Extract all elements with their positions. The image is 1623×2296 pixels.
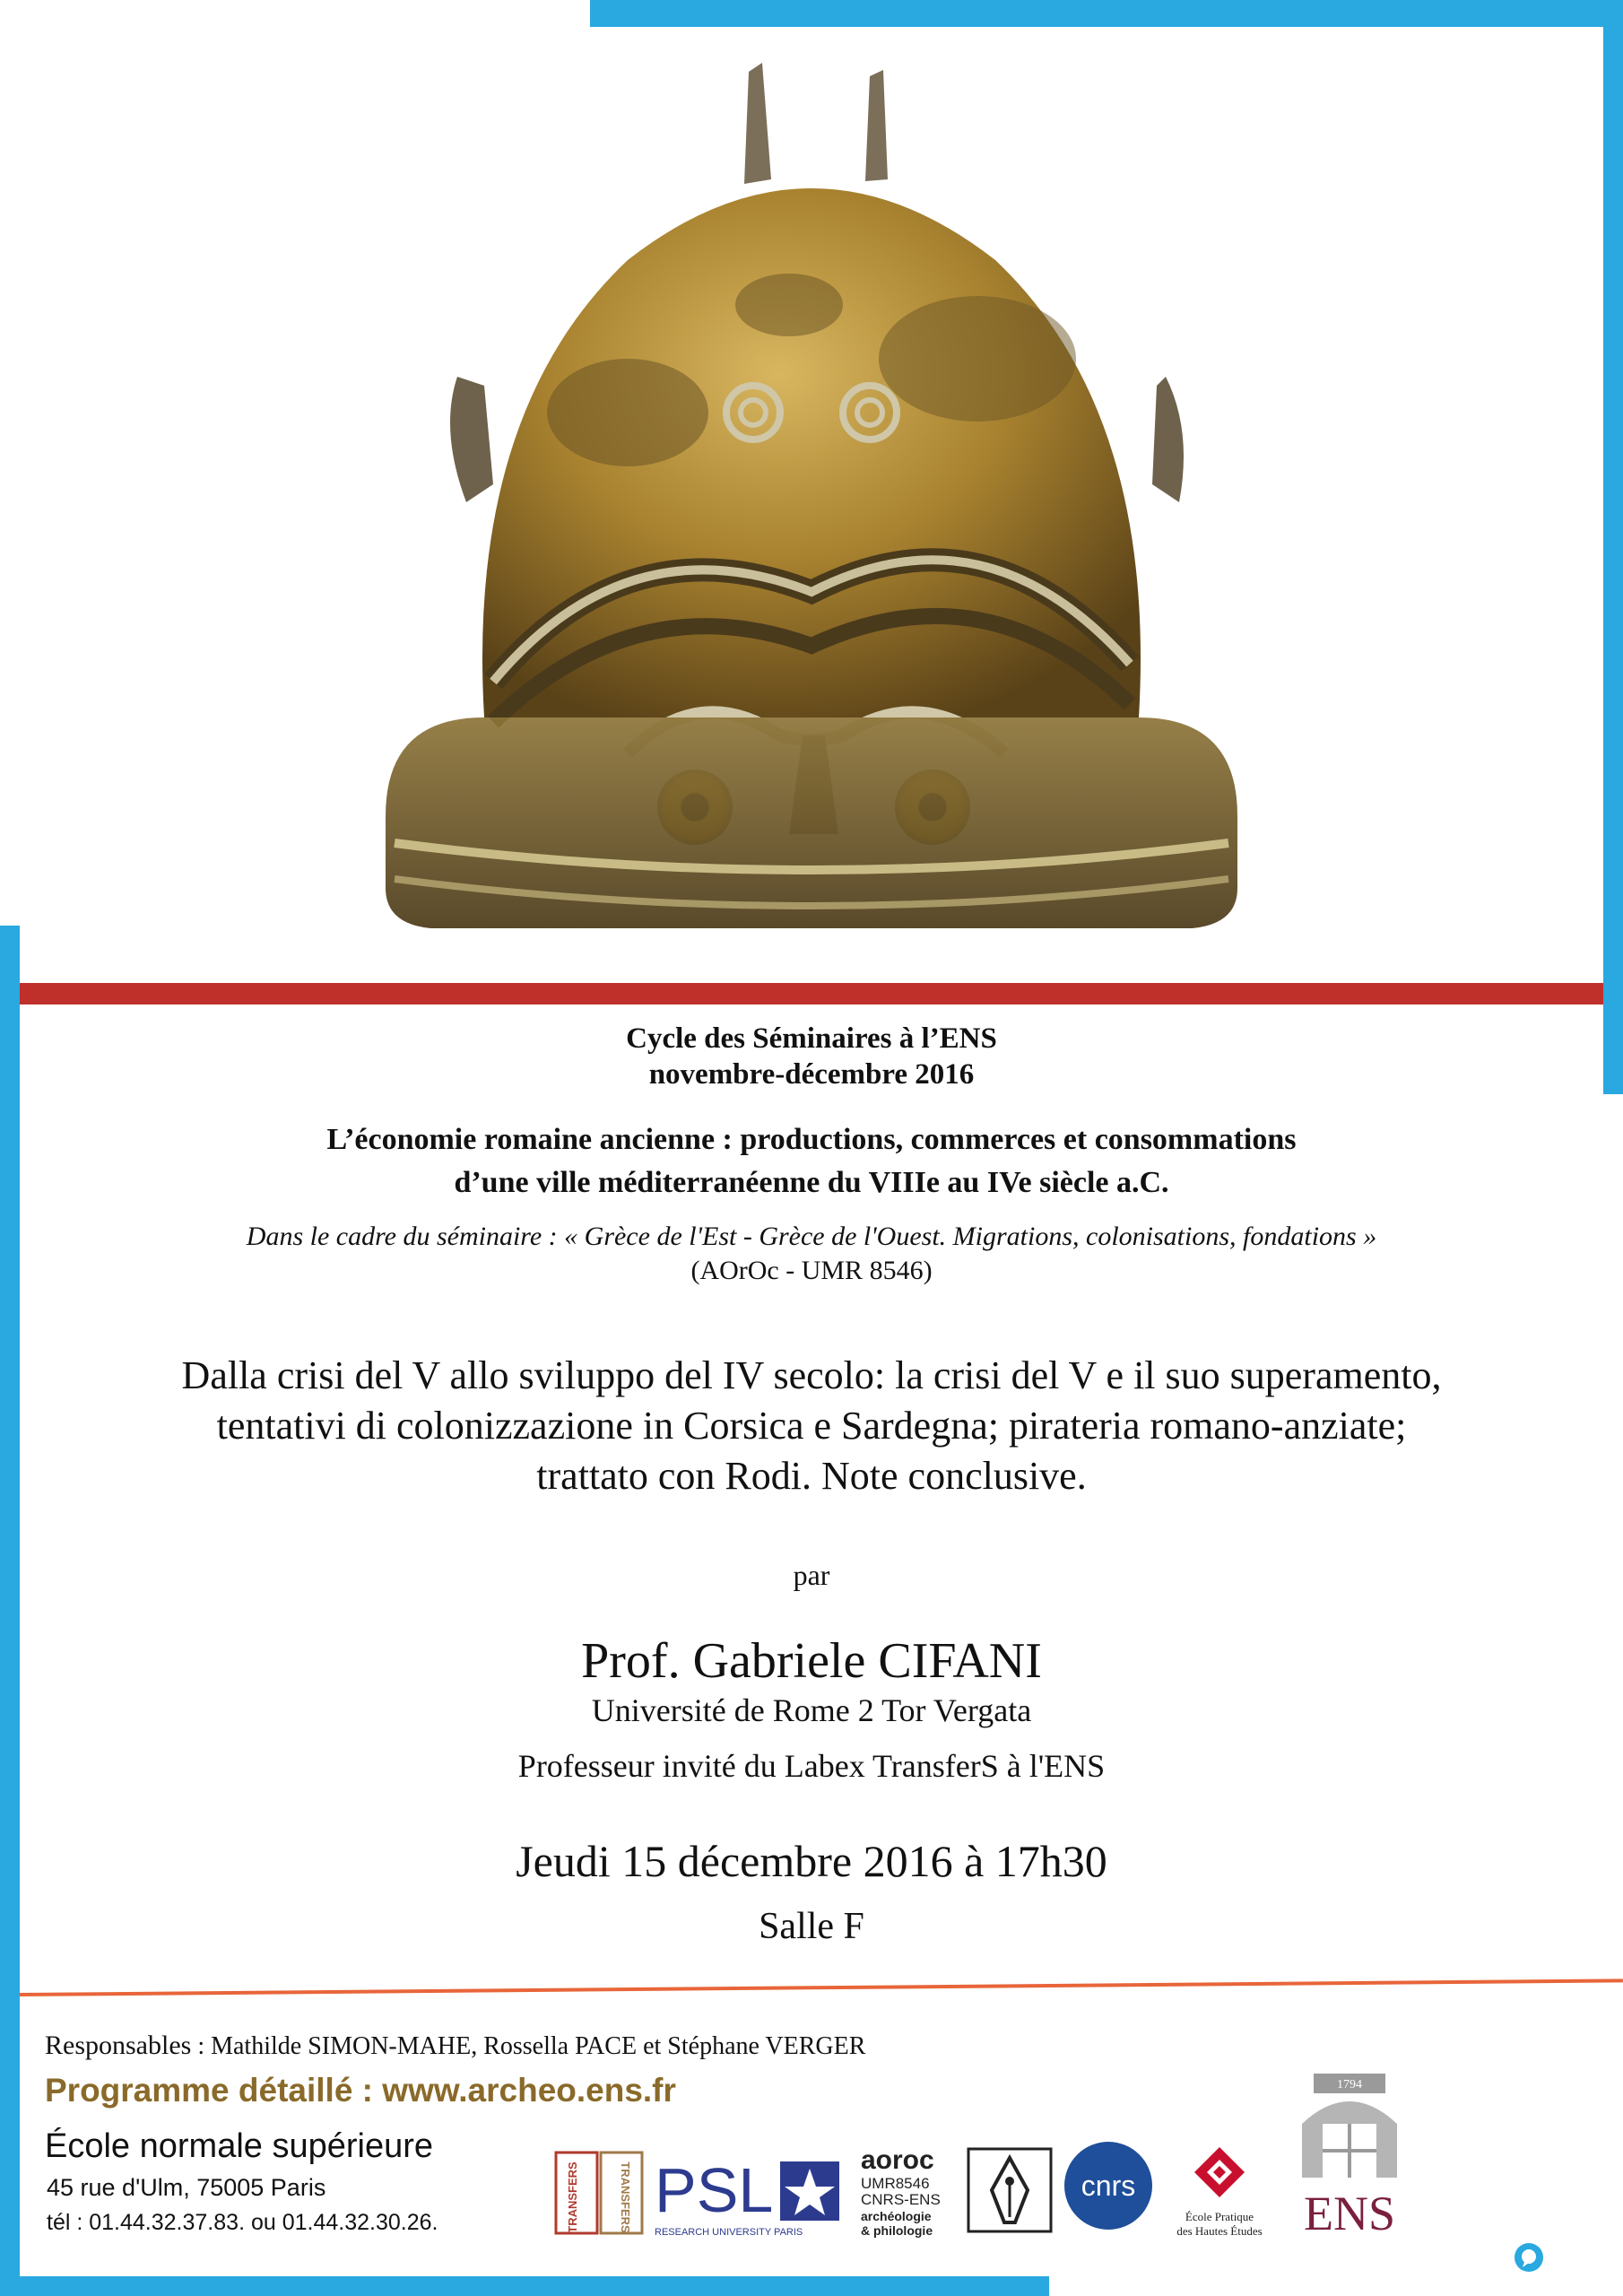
responsables-names: Mathilde SIMON-MAHE, Rossella PACE et Stéphane VERGER (211, 2032, 866, 2060)
talk-title-line-1: Dalla crisi del V allo sviluppo del IV secolo: la crisi del V e il suo superamento, (181, 1353, 1442, 1397)
cycle-title: Cycle des Séminaires à l’ENS (626, 1022, 997, 1055)
school-name: École normale supérieure (45, 2127, 434, 2165)
svg-text:TRANSFERS: TRANSFERS (619, 2161, 632, 2233)
cnrs-logo-icon (1063, 2140, 1154, 2231)
svg-text:archéologie: archéologie (861, 2209, 932, 2223)
bronze-helmet-icon (359, 36, 1264, 942)
red-divider (20, 983, 1603, 1004)
ens-logo-text: ENS (1303, 2187, 1396, 2240)
ephe-logo-text-2: des Hautes Études (1176, 2224, 1263, 2238)
talk-title-line-3: trattato con Rodi. Note conclusive. (536, 1454, 1087, 1498)
seminar-unit: (AOrOc - UMR 8546) (690, 1256, 933, 1285)
aoroc-logo-text: aoroc (861, 2145, 934, 2175)
by-label: par (793, 1559, 830, 1591)
school-address: 45 rue d'Ulm, 75005 Paris (47, 2174, 326, 2201)
school-phones: tél : 01.44.32.37.83. ou 01.44.32.30.26. (47, 2210, 438, 2235)
svg-text:CNRS-ENS: CNRS-ENS (861, 2191, 941, 2208)
orange-divider (20, 1979, 1623, 1996)
chat-bubble-icon[interactable] (1514, 2242, 1544, 2273)
ens-logo-icon (1282, 2070, 1417, 2240)
psl-logo-subtitle: RESEARCH UNIVERSITY PARIS (655, 2227, 803, 2238)
frame-right-blue-bar (1603, 0, 1623, 1094)
seminar-theme-line-2: d’une ville méditerranéenne du VIIIe au IVe siècle a.C. (454, 1166, 1169, 1199)
programme-link[interactable]: Programme détaillé : www.archeo.ens.fr (45, 2072, 676, 2109)
speaker-invited-status: Professeur invité du Labex TransferS à l'ENS (517, 1748, 1106, 1784)
ephe-logo-icon (1166, 2142, 1273, 2245)
cycle-dates: novembre-décembre 2016 (648, 1058, 975, 1091)
pen-nib-logo-icon (965, 2145, 1055, 2235)
transfers-logo-text: TRANSFERS (566, 2161, 579, 2233)
speaker-name: Prof. Gabriele CIFANI (581, 1633, 1042, 1689)
event-room: Salle F (759, 1906, 864, 1947)
frame-top-blue-bar (590, 0, 1623, 27)
responsables-label: Responsables (45, 2031, 192, 2060)
event-date: Jeudi 15 décembre 2016 à 17h30 (516, 1836, 1107, 1886)
svg-text:UMR8546: UMR8546 (861, 2175, 930, 2192)
seminar-theme-line-1: L’économie romaine ancienne : productions, commerces et consommations (326, 1123, 1297, 1156)
responsables-line (45, 2031, 865, 2061)
psl-logo-text: PSL (655, 2155, 774, 2225)
ens-logo-year: 1794 (1337, 2078, 1362, 2092)
talk-title-line-2: tentativi di colonizzazione in Corsica e Sardegna; pirateria romano-anziate; (216, 1404, 1407, 1448)
cnrs-logo-text: cnrs (1081, 2170, 1136, 2202)
svg-text:& philologie: & philologie (861, 2223, 933, 2238)
psl-logo-icon (653, 2151, 850, 2240)
speaker-affiliation: Université de Rome 2 Tor Vergata (591, 1692, 1032, 1728)
seminar-context: Dans le cadre du séminaire : « Grèce de l'Est - Grèce de l'Ouest. Migrations, colonisations, fondations » (246, 1222, 1377, 1251)
responsables-separator: : (191, 2032, 212, 2060)
ephe-logo-text-1: École Pratique (1185, 2210, 1254, 2223)
aoroc-logo-icon (859, 2145, 953, 2244)
transfers-logo-icon (554, 2151, 644, 2236)
frame-bottom-blue-bar (0, 2276, 1049, 2296)
